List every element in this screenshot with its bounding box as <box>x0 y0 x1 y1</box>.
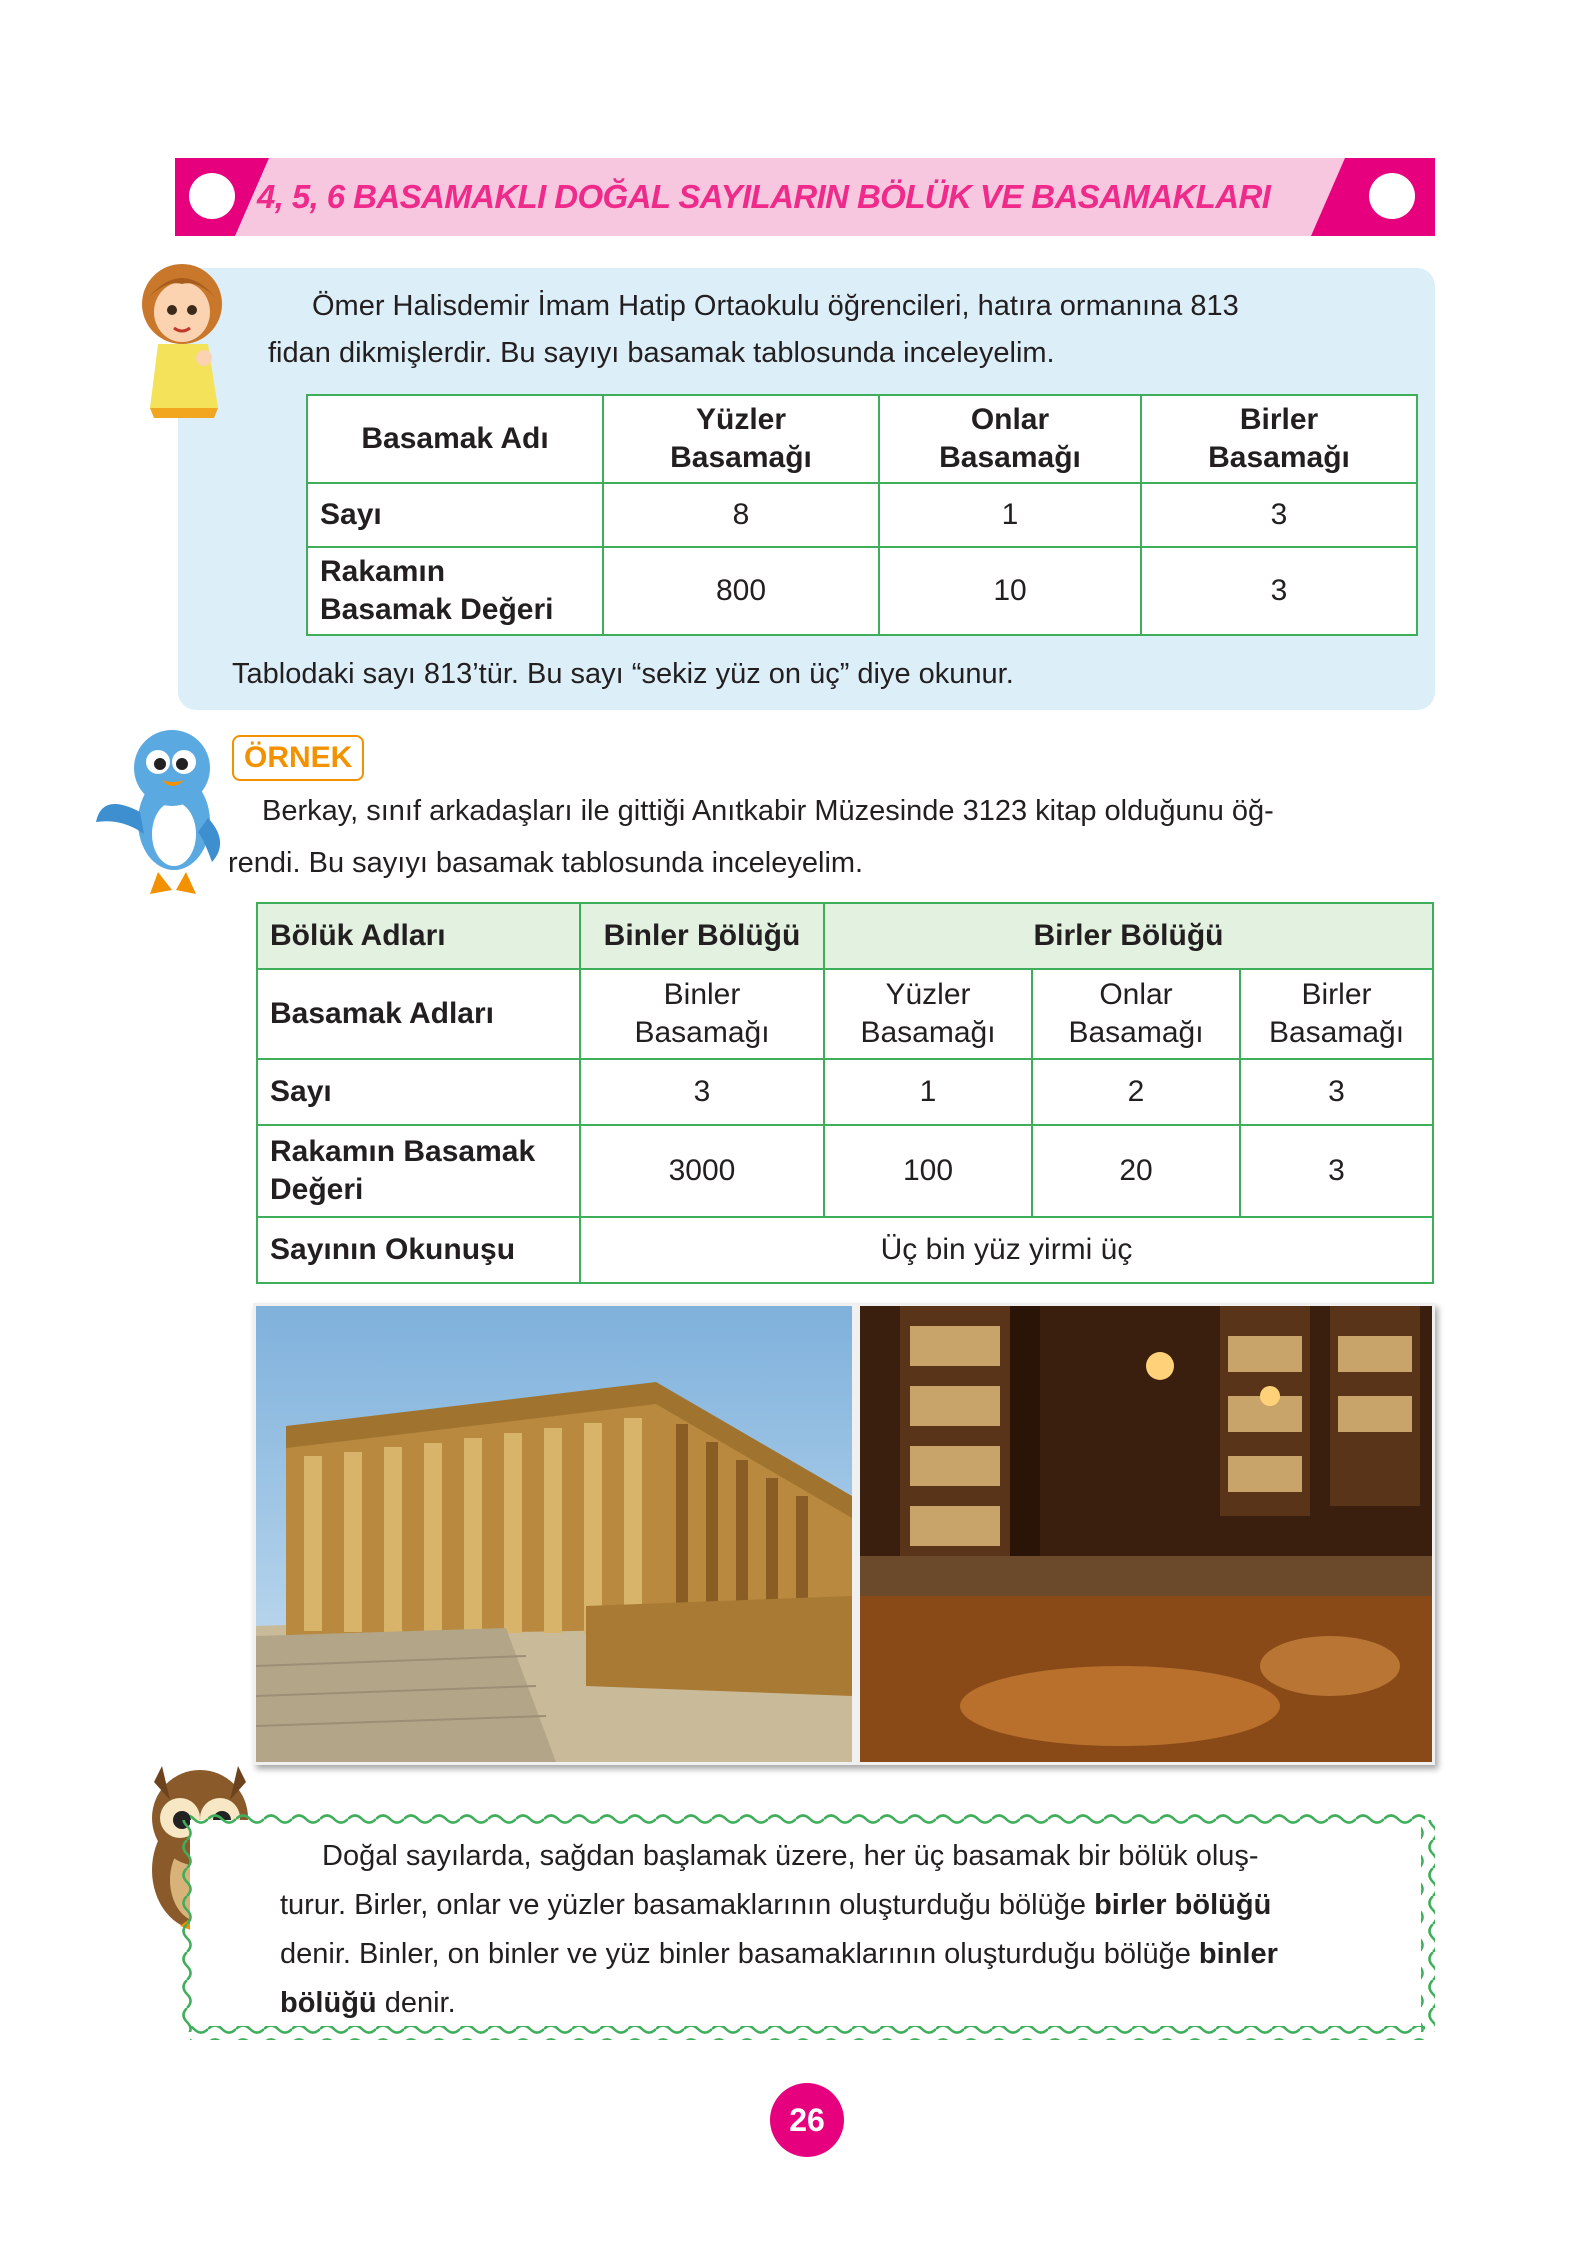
bird-character-illustration <box>92 722 232 907</box>
bolum-adlari-label: Bölük Adları <box>257 903 580 969</box>
label-text: Rakamın <box>320 555 446 588</box>
intro-conclusion: Tablodaki sayı 813’tür. Bu sayı “sekiz yüz on üç” diye okunur. <box>232 658 1014 690</box>
label-text: Rakamın Basamak <box>270 1135 536 1168</box>
cell-text: Birler <box>1301 978 1372 1011</box>
table-cell <box>824 969 1032 1059</box>
header-text: Onlar <box>970 403 1050 436</box>
table-cell: 8 <box>603 483 879 547</box>
table-cell: 20 <box>1032 1125 1240 1217</box>
section-title: 4, 5, 6 BASAMAKLI DOĞAL SAYILARIN BÖLÜK VE BASAMAKLARI <box>257 178 1271 215</box>
anitkabir-building-image <box>256 1306 852 1762</box>
info-line-1: Doğal sayılarda, sağdan başlamak üzere, her üç basamak bir bölük oluş- <box>322 1840 1259 1872</box>
header-text: Basamağı <box>670 441 812 474</box>
header-text: Basamağı <box>939 441 1081 474</box>
table-cell: 100 <box>824 1125 1032 1217</box>
info-bold: binler <box>1198 1938 1278 1970</box>
table-cell: 800 <box>603 547 879 635</box>
cell-text: Basamağı <box>1068 1016 1204 1049</box>
girl-character-illustration <box>128 258 238 426</box>
table-row <box>307 547 1417 635</box>
table-row <box>307 483 1417 547</box>
table-cell: 3 <box>1141 483 1417 547</box>
banner-dot-right <box>1369 173 1415 219</box>
cell-text: Basamağı <box>634 1016 770 1049</box>
cell-text: Onlar <box>1099 978 1173 1011</box>
birler-bolugu-header: Birler Bölüğü <box>824 903 1433 969</box>
info-line-4 <box>280 1980 456 2027</box>
table-cell: 10 <box>879 547 1141 635</box>
info-text: turur. Birler, onlar ve yüzler basamaklarının oluşturduğu bölüğe <box>280 1889 1095 1921</box>
table-cell: 3 <box>1141 547 1417 635</box>
info-bold: bölüğü <box>280 1987 377 2019</box>
basamak-table-header-row <box>307 395 1417 483</box>
table-row <box>257 969 1433 1059</box>
table-row <box>257 903 1433 969</box>
yuzler-header <box>603 395 879 483</box>
table-cell: 3 <box>580 1059 824 1125</box>
table-cell: 3 <box>1240 1125 1433 1217</box>
sayi-label: Sayı <box>307 483 603 547</box>
intro-line-1: Ömer Halisdemir İmam Hatip Ortaokulu öğrencileri, hatıra ormanına 813 <box>312 290 1239 322</box>
birler-header <box>1141 395 1417 483</box>
anitkabir-photo <box>256 1306 852 1762</box>
table-row <box>257 1125 1433 1217</box>
binler-bolugu-header: Binler Bölüğü <box>580 903 824 969</box>
info-line-3 <box>280 1931 1278 1978</box>
table-cell: 3 <box>1240 1059 1433 1125</box>
intro-line-2: fidan dikmişlerdir. Bu sayıyı basamak tablosunda inceleyelim. <box>268 337 1055 369</box>
cell-text: Basamağı <box>1268 1016 1405 1049</box>
table-cell <box>1032 969 1240 1059</box>
sayi-label: Sayı <box>257 1059 580 1125</box>
info-line-2 <box>280 1882 1271 1929</box>
table-cell: 1 <box>879 483 1141 547</box>
banner-notch-right <box>1311 158 1345 236</box>
ornek-tag: ÖRNEK <box>232 735 364 781</box>
banner-dot-left <box>189 173 235 219</box>
info-text: denir. Binler, on binler ve yüz binler basamaklarının oluşturduğu bölüğe <box>280 1938 1199 1970</box>
header-text: Basamağı <box>1208 441 1350 474</box>
table-row <box>257 1217 1433 1283</box>
info-bold: birler bölüğü <box>1094 1889 1272 1921</box>
example-line-2: rendi. Bu sayıyı basamak tablosunda inceleyelim. <box>228 847 864 879</box>
label-text: Basamak Değeri <box>320 593 554 626</box>
label-text: Değeri <box>270 1173 364 1206</box>
cell-text: Yüzler <box>885 978 971 1011</box>
basamak-degeri-label <box>307 547 603 635</box>
table-cell: 1 <box>824 1059 1032 1125</box>
header-text: Birler <box>1239 403 1319 436</box>
table-cell <box>580 969 824 1059</box>
table-row <box>257 1059 1433 1125</box>
cell-text: Basamağı <box>860 1016 996 1049</box>
okunus-label: Sayının Okunuşu <box>257 1217 580 1283</box>
library-photo <box>860 1306 1432 1762</box>
table-cell <box>1240 969 1433 1059</box>
basamak-table <box>306 394 1418 636</box>
basamak-degeri-label <box>257 1125 580 1217</box>
header-text: Yüzler <box>695 403 787 436</box>
table-cell: 3000 <box>580 1125 824 1217</box>
info-text: denir. <box>376 1987 456 2019</box>
onlar-header <box>879 395 1141 483</box>
table-cell: 2 <box>1032 1059 1240 1125</box>
section-banner <box>175 158 1435 236</box>
basamak-adlari-label: Basamak Adları <box>257 969 580 1059</box>
example-line-1: Berkay, sınıf arkadaşları ile gittiği Anıtkabir Müzesinde 3123 kitap olduğunu öğ- <box>262 795 1274 827</box>
okunus-value: Üç bin yüz yirmi üç <box>580 1217 1433 1283</box>
cell-text: Binler <box>663 978 741 1011</box>
library-interior-image <box>860 1306 1432 1762</box>
bolum-table <box>256 902 1434 1284</box>
basamak-adi-header: Basamak Adı <box>307 395 603 483</box>
page-number: 26 <box>770 2083 844 2157</box>
